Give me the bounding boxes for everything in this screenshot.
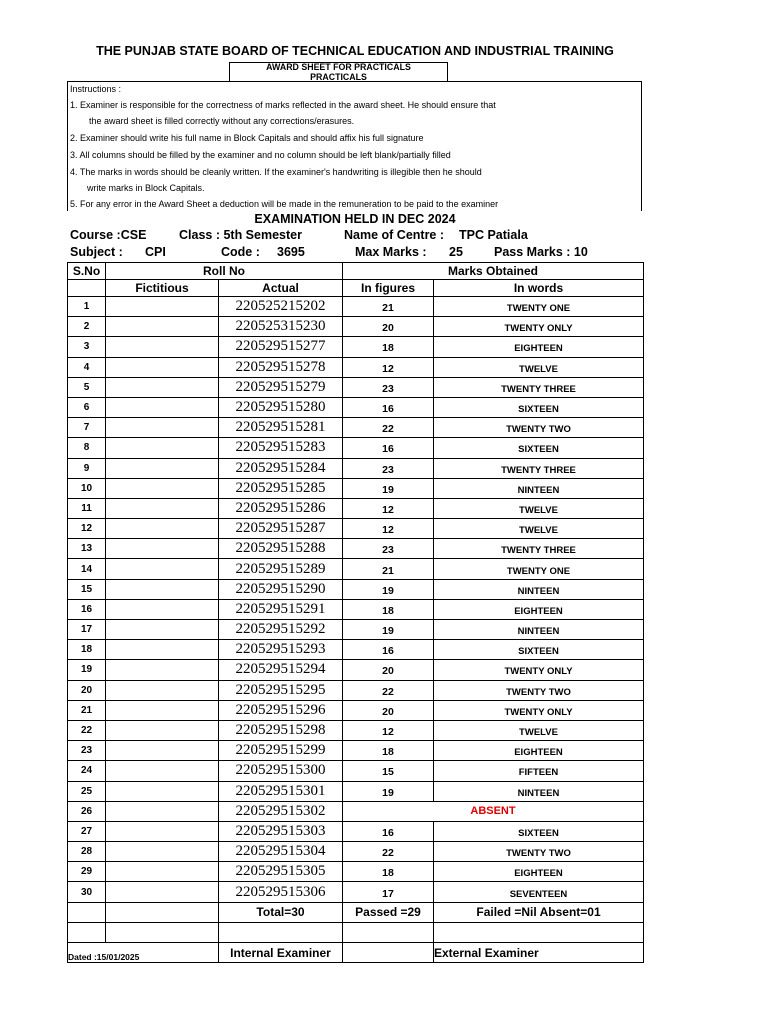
sno-cell: 15 xyxy=(68,579,106,599)
marks-words-cell: NINTEEN xyxy=(434,579,644,599)
marks-words-cell: SIXTEEN xyxy=(434,821,644,841)
table-header-row xyxy=(68,263,644,280)
pass-marks-label: Pass Marks : 10 xyxy=(494,245,588,259)
roll-no-cell: 220529515304 xyxy=(219,842,343,862)
marks-words-cell: TWENTY THREE xyxy=(434,377,644,397)
table-row xyxy=(68,680,644,700)
marks-words-cell: NINTEEN xyxy=(434,478,644,498)
marks-figures-cell: 12 xyxy=(343,357,434,377)
marks-figures-cell: 19 xyxy=(343,579,434,599)
award-sheet-title-box xyxy=(229,62,448,82)
roll-no-cell: 220529515285 xyxy=(219,478,343,498)
marks-figures-cell: 12 xyxy=(343,720,434,740)
table-row xyxy=(68,397,644,417)
max-marks-value: 25 xyxy=(449,245,463,259)
blank-cell xyxy=(343,922,434,942)
sno-cell: 4 xyxy=(68,357,106,377)
fictitious-cell xyxy=(106,680,219,700)
table-row xyxy=(68,519,644,539)
table-row xyxy=(68,357,644,377)
board-title: THE PUNJAB STATE BOARD OF TECHNICAL EDUCATION AND INDUSTRIAL TRAINING xyxy=(96,44,614,58)
marks-figures-cell: 16 xyxy=(343,438,434,458)
table-row xyxy=(68,720,644,740)
sno-cell: 26 xyxy=(68,801,106,821)
table-row xyxy=(68,377,644,397)
marks-figures-cell: 16 xyxy=(343,821,434,841)
instructions-title: Instructions : xyxy=(70,84,122,94)
marks-figures-cell: 16 xyxy=(343,640,434,660)
table-row xyxy=(68,599,644,619)
fictitious-cell xyxy=(106,397,219,417)
marks-figures-cell: 22 xyxy=(343,680,434,700)
award-sheet-subtitle: PRACTICALS xyxy=(310,71,367,82)
sno-cell: 28 xyxy=(68,842,106,862)
award-sheet-title: AWARD SHEET FOR PRACTICALS xyxy=(266,62,411,72)
fictitious-cell xyxy=(106,640,219,660)
table-row xyxy=(68,862,644,882)
roll-no-cell: 220529515277 xyxy=(219,337,343,357)
marks-figures-cell: 18 xyxy=(343,862,434,882)
marks-figures-cell: 22 xyxy=(343,418,434,438)
instruction-line: 1. Examiner is responsible for the correctness of marks reflected in the award sheet. He should ensure that xyxy=(70,100,496,110)
marks-table xyxy=(67,262,644,963)
marks-figures-cell: 19 xyxy=(343,478,434,498)
table-row xyxy=(68,337,644,357)
fictitious-cell xyxy=(106,842,219,862)
max-marks-label: Max Marks : xyxy=(355,245,427,259)
totals-fictitious-cell xyxy=(106,902,219,922)
table-row xyxy=(68,882,644,902)
roll-no-cell: 220529515302 xyxy=(219,801,343,821)
sno-cell: 3 xyxy=(68,337,106,357)
sno-cell: 18 xyxy=(68,640,106,660)
sno-cell: 23 xyxy=(68,741,106,761)
signature-row xyxy=(68,943,644,963)
fictitious-cell xyxy=(106,519,219,539)
instruction-line: 4. The marks in words should be cleanly written. If the examiner's handwriting is illegible then he should xyxy=(70,167,482,177)
roll-no-cell: 220529515305 xyxy=(219,862,343,882)
table-row xyxy=(68,801,644,821)
marks-words-cell: TWELVE xyxy=(434,357,644,377)
instruction-line: the award sheet is filled correctly without any corrections/erasures. xyxy=(89,116,355,126)
roll-no-cell: 220529515298 xyxy=(219,720,343,740)
sno-cell: 19 xyxy=(68,660,106,680)
table-row xyxy=(68,620,644,640)
marks-words-cell: TWENTY TWO xyxy=(434,418,644,438)
table-row xyxy=(68,478,644,498)
roll-no-cell: 220529515293 xyxy=(219,640,343,660)
roll-no-cell: 220529515306 xyxy=(219,882,343,902)
blank-cell xyxy=(106,922,219,942)
roll-no-cell: 220529515291 xyxy=(219,599,343,619)
fictitious-cell xyxy=(106,377,219,397)
fictitious-cell xyxy=(106,801,219,821)
sno-cell: 25 xyxy=(68,781,106,801)
roll-no-cell: 220529515281 xyxy=(219,418,343,438)
table-row xyxy=(68,458,644,478)
roll-no-header: Roll No xyxy=(106,263,343,280)
code-label: Code : xyxy=(221,245,260,259)
table-row xyxy=(68,761,644,781)
sno-cell: 22 xyxy=(68,720,106,740)
table-row xyxy=(68,559,644,579)
marks-words-cell: EIGHTEEN xyxy=(434,599,644,619)
sno-cell: 7 xyxy=(68,418,106,438)
fictitious-cell xyxy=(106,821,219,841)
table-row xyxy=(68,741,644,761)
marks-figures-cell: 12 xyxy=(343,519,434,539)
fictitious-cell xyxy=(106,498,219,518)
roll-no-cell: 220529515299 xyxy=(219,741,343,761)
fictitious-cell xyxy=(106,781,219,801)
roll-no-cell: 220529515294 xyxy=(219,660,343,680)
fictitious-cell xyxy=(106,720,219,740)
blank-cell xyxy=(434,922,644,942)
absent-cell: ABSENT xyxy=(343,801,644,821)
passed-count: Passed =29 xyxy=(343,902,434,922)
marks-words-cell: NINTEEN xyxy=(434,781,644,801)
sno-cell: 29 xyxy=(68,862,106,882)
fictitious-cell xyxy=(106,337,219,357)
fictitious-cell xyxy=(106,297,219,317)
marks-words-cell: FIFTEEN xyxy=(434,761,644,781)
in-figures-header: In figures xyxy=(343,280,434,297)
fictitious-cell xyxy=(106,357,219,377)
instruction-line: 3. All columns should be filled by the examiner and no column should be left blank/partially filled xyxy=(70,150,451,160)
marks-figures-cell: 20 xyxy=(343,317,434,337)
marks-figures-cell: 18 xyxy=(343,741,434,761)
blank-cell xyxy=(68,922,106,942)
table-row xyxy=(68,781,644,801)
sno-cell: 27 xyxy=(68,821,106,841)
instruction-line: 2. Examiner should write his full name in Block Capitals and should affix his full signature xyxy=(70,133,424,143)
sno-cell: 11 xyxy=(68,498,106,518)
roll-no-cell: 220529515286 xyxy=(219,498,343,518)
sno-cell: 24 xyxy=(68,761,106,781)
fictitious-cell xyxy=(106,579,219,599)
totals-sno-cell xyxy=(68,902,106,922)
marks-figures-cell: 15 xyxy=(343,761,434,781)
marks-words-cell: TWENTY ONLY xyxy=(434,660,644,680)
marks-words-cell: NINTEEN xyxy=(434,620,644,640)
sno-cell: 8 xyxy=(68,438,106,458)
marks-words-cell: TWENTY ONE xyxy=(434,559,644,579)
sno-cell: 5 xyxy=(68,377,106,397)
table-row xyxy=(68,640,644,660)
table-row xyxy=(68,539,644,559)
instruction-line: write marks in Block Capitals. xyxy=(87,183,205,193)
marks-words-cell: TWENTY TWO xyxy=(434,842,644,862)
sno-cell: 13 xyxy=(68,539,106,559)
roll-no-cell: 220529515283 xyxy=(219,438,343,458)
failed-absent-count: Failed =Nil Absent=01 xyxy=(434,902,644,922)
sno-cell: 30 xyxy=(68,882,106,902)
marks-figures-cell: 19 xyxy=(343,620,434,640)
exam-held-heading: EXAMINATION HELD IN DEC 2024 xyxy=(254,212,456,226)
dated-label: Dated :15/01/2025 xyxy=(68,943,219,963)
actual-header: Actual xyxy=(219,280,343,297)
marks-figures-cell: 18 xyxy=(343,337,434,357)
blank-row xyxy=(68,922,644,942)
fictitious-cell xyxy=(106,599,219,619)
in-words-header: In words xyxy=(434,280,644,297)
fictitious-cell xyxy=(106,478,219,498)
marks-words-cell: TWENTY TWO xyxy=(434,680,644,700)
marks-figures-cell: 23 xyxy=(343,539,434,559)
marks-words-cell: TWENTY ONE xyxy=(434,297,644,317)
blank-cell xyxy=(219,922,343,942)
table-row xyxy=(68,821,644,841)
marks-words-cell: SEVENTEEN xyxy=(434,882,644,902)
marks-words-cell: TWELVE xyxy=(434,519,644,539)
table-row xyxy=(68,842,644,862)
signature-blank-cell xyxy=(343,943,434,963)
roll-no-cell: 220529515295 xyxy=(219,680,343,700)
sno-cell: 20 xyxy=(68,680,106,700)
fictitious-cell xyxy=(106,539,219,559)
marks-words-cell: TWENTY ONLY xyxy=(434,317,644,337)
table-row xyxy=(68,317,644,337)
marks-figures-cell: 23 xyxy=(343,377,434,397)
marks-words-cell: SIXTEEN xyxy=(434,438,644,458)
marks-figures-cell: 20 xyxy=(343,700,434,720)
table-row xyxy=(68,418,644,438)
fictitious-cell xyxy=(106,741,219,761)
external-examiner-label: External Examiner xyxy=(434,943,644,963)
roll-no-cell: 220529515284 xyxy=(219,458,343,478)
fictitious-cell xyxy=(106,418,219,438)
roll-no-cell: 220525315230 xyxy=(219,317,343,337)
marks-words-cell: EIGHTEEN xyxy=(434,337,644,357)
instruction-line: 5. For any error in the Award Sheet a deduction will be made in the remuneration to be paid to the examiner xyxy=(70,199,499,209)
table-subheader-row xyxy=(68,280,644,297)
roll-no-cell: 220529515279 xyxy=(219,377,343,397)
fictitious-cell xyxy=(106,700,219,720)
totals-row xyxy=(68,902,644,922)
sno-cell: 14 xyxy=(68,559,106,579)
roll-no-cell: 220529515287 xyxy=(219,519,343,539)
marks-figures-cell: 16 xyxy=(343,397,434,417)
roll-no-cell: 220529515278 xyxy=(219,357,343,377)
sno-cell: 17 xyxy=(68,620,106,640)
subject-label: Subject : xyxy=(70,245,123,259)
roll-no-cell: 220529515280 xyxy=(219,397,343,417)
marks-words-cell: TWENTY THREE xyxy=(434,539,644,559)
roll-no-cell: 220529515292 xyxy=(219,620,343,640)
sno-cell: 6 xyxy=(68,397,106,417)
table-row xyxy=(68,660,644,680)
fictitious-cell xyxy=(106,317,219,337)
class-label: Class : 5th Semester xyxy=(179,228,302,242)
fictitious-cell xyxy=(106,620,219,640)
fictitious-cell xyxy=(106,438,219,458)
sno-subheader xyxy=(68,280,106,297)
marks-words-cell: TWELVE xyxy=(434,720,644,740)
table-row xyxy=(68,498,644,518)
fictitious-cell xyxy=(106,882,219,902)
sno-header: S.No xyxy=(68,263,106,280)
table-row xyxy=(68,438,644,458)
marks-words-cell: TWENTY ONLY xyxy=(434,700,644,720)
roll-no-cell: 220529515296 xyxy=(219,700,343,720)
roll-no-cell: 220529515300 xyxy=(219,761,343,781)
marks-figures-cell: 21 xyxy=(343,559,434,579)
marks-figures-cell: 23 xyxy=(343,458,434,478)
roll-no-cell: 220529515290 xyxy=(219,579,343,599)
marks-words-cell: EIGHTEEN xyxy=(434,741,644,761)
subject-value: CPI xyxy=(145,245,166,259)
marks-words-cell: SIXTEEN xyxy=(434,397,644,417)
roll-no-cell: 220529515301 xyxy=(219,781,343,801)
sno-cell: 10 xyxy=(68,478,106,498)
fictitious-cell xyxy=(106,458,219,478)
centre-value: TPC Patiala xyxy=(459,228,528,242)
instructions-section xyxy=(67,81,642,211)
table-row xyxy=(68,297,644,317)
marks-words-cell: TWENTY THREE xyxy=(434,458,644,478)
marks-words-cell: SIXTEEN xyxy=(434,640,644,660)
marks-figures-cell: 17 xyxy=(343,882,434,902)
code-value: 3695 xyxy=(277,245,305,259)
fictitious-cell xyxy=(106,559,219,579)
table-row xyxy=(68,579,644,599)
sno-cell: 12 xyxy=(68,519,106,539)
marks-figures-cell: 19 xyxy=(343,781,434,801)
marks-figures-cell: 21 xyxy=(343,297,434,317)
total-count: Total=30 xyxy=(219,902,343,922)
fictitious-header: Fictitious xyxy=(106,280,219,297)
sno-cell: 21 xyxy=(68,700,106,720)
sno-cell: 16 xyxy=(68,599,106,619)
fictitious-cell xyxy=(106,761,219,781)
sno-cell: 2 xyxy=(68,317,106,337)
course-label: Course :CSE xyxy=(70,228,147,242)
roll-no-cell: 220529515289 xyxy=(219,559,343,579)
centre-label: Name of Centre : xyxy=(344,228,445,242)
fictitious-cell xyxy=(106,660,219,680)
roll-no-cell: 220529515288 xyxy=(219,539,343,559)
roll-no-cell: 220525215202 xyxy=(219,297,343,317)
internal-examiner-label: Internal Examiner xyxy=(219,943,343,963)
marks-figures-cell: 20 xyxy=(343,660,434,680)
fictitious-cell xyxy=(106,862,219,882)
marks-words-cell: TWELVE xyxy=(434,498,644,518)
sno-cell: 1 xyxy=(68,297,106,317)
marks-figures-cell: 12 xyxy=(343,498,434,518)
sno-cell: 9 xyxy=(68,458,106,478)
marks-figures-cell: 22 xyxy=(343,842,434,862)
marks-obtained-header: Marks Obtained xyxy=(343,263,644,280)
table-row xyxy=(68,700,644,720)
marks-figures-cell: 18 xyxy=(343,599,434,619)
marks-words-cell: EIGHTEEN xyxy=(434,862,644,882)
roll-no-cell: 220529515303 xyxy=(219,821,343,841)
